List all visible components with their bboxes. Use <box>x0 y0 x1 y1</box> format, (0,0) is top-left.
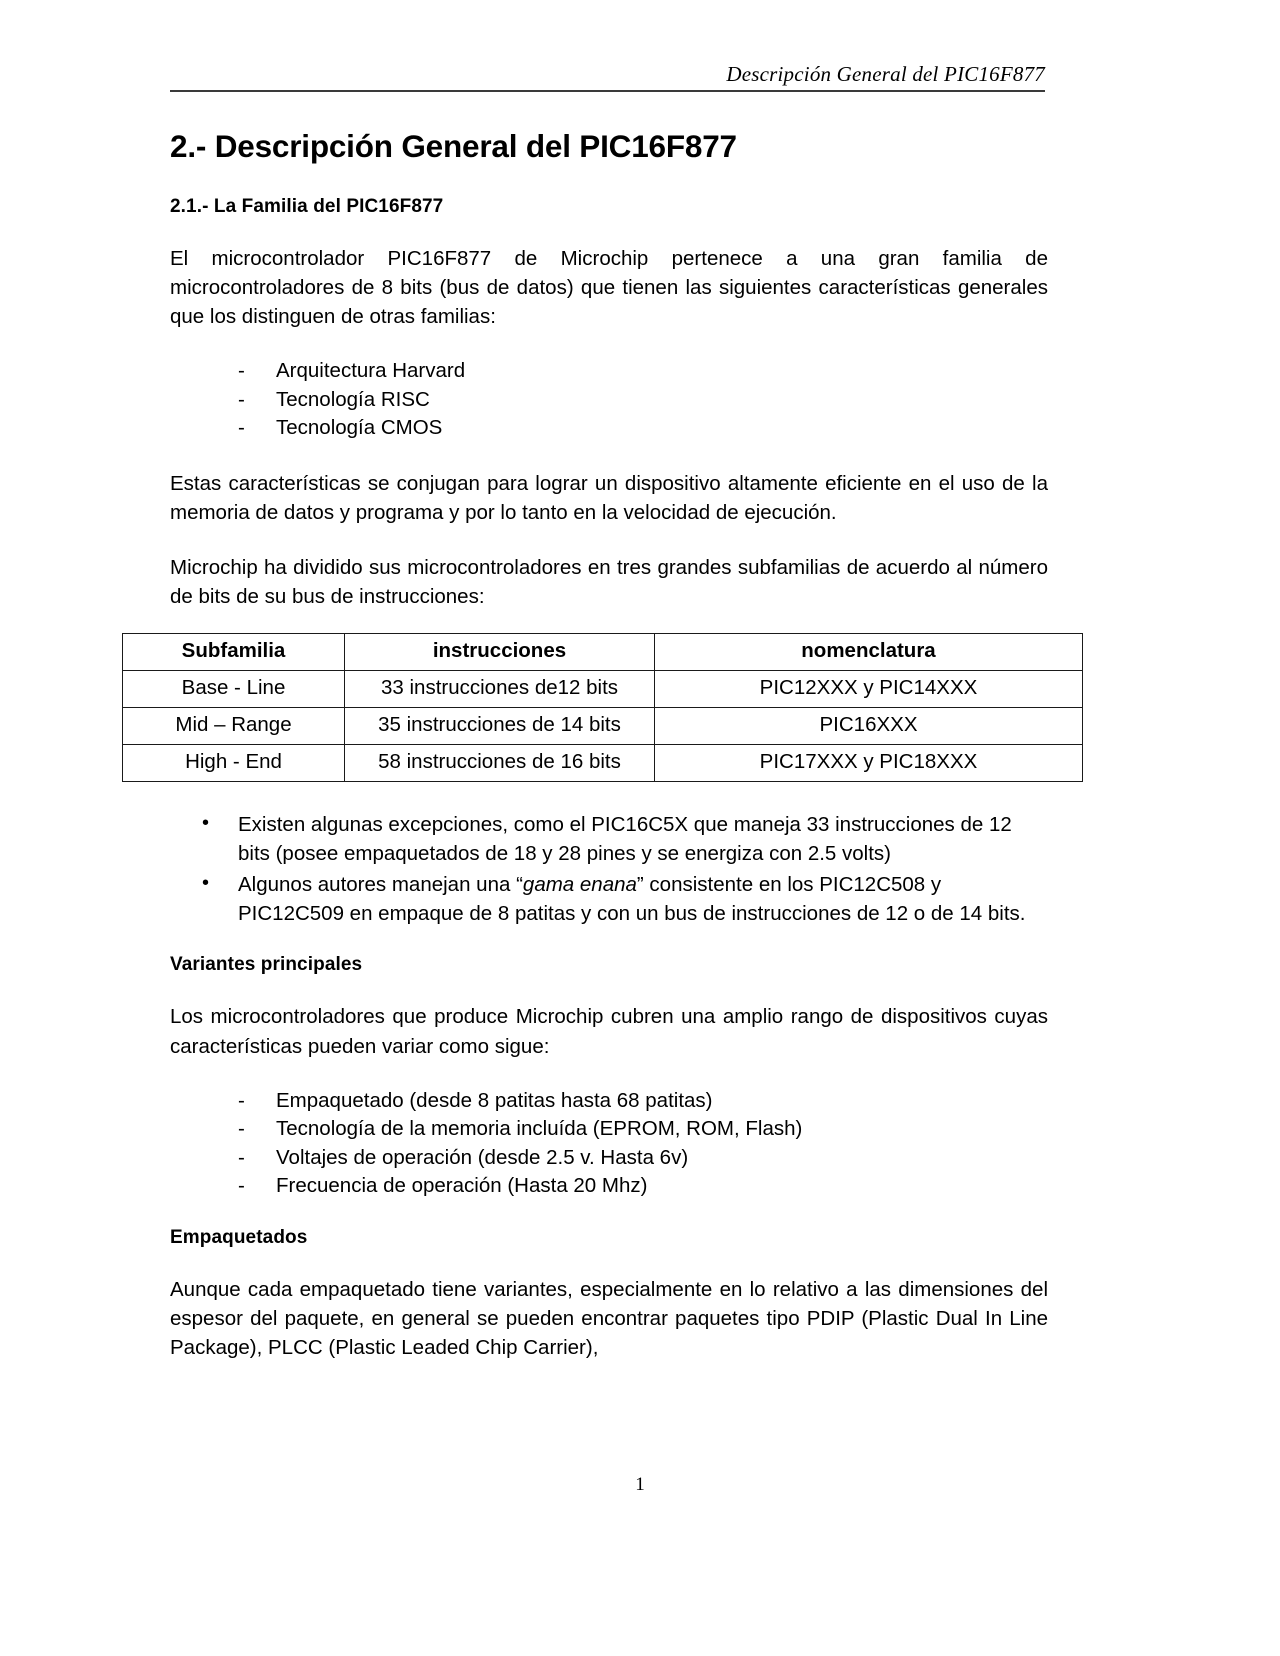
family-feature-list <box>170 357 1048 442</box>
intro-paragraph: El microcontrolador PIC16F877 de Microchip pertenece a una gran familia de microcontroladores de 8 bits (bus de datos) que tienen las siguientes características generales que los distinguen de otras familias: <box>170 246 1048 329</box>
list-item: - Empaquetado (desde 8 patitas hasta 68 patitas) <box>238 1087 1048 1115</box>
efficiency-paragraph: Estas características se conjugan para lograr un dispositivo altamente eficiente en el uso de la memoria de datos y programa y por lo tanto en la velocidad de ejecución. <box>170 471 1048 524</box>
section-heading-2-1: 2.1.- La Familia del PIC16F877 <box>170 195 444 217</box>
table-header-row <box>123 634 1083 671</box>
table-cell: Base - Line <box>123 671 345 708</box>
table-row <box>123 745 1083 782</box>
list-item: - Tecnología CMOS <box>238 414 1048 442</box>
variants-list <box>170 1087 1048 1201</box>
variants-heading: Variantes principales <box>170 954 363 976</box>
page-title: 2.- Descripción General del PIC16F877 <box>170 128 737 164</box>
list-item: - Arquitectura Harvard <box>238 357 1048 385</box>
table-cell: PIC16XXX <box>655 708 1083 745</box>
list-item-text-suffix: ” consistente en los PIC12C508 y PIC12C509 en empaque de 8 patitas y con un bus de instrucciones de 12 o de 14 bits. <box>238 873 1026 926</box>
table-header-cell: Subfamilia <box>123 634 345 671</box>
running-header-title: Descripción General del PIC16F877 <box>726 62 1045 86</box>
page-footer <box>0 1474 1280 1496</box>
table-cell: 58 instrucciones de 16 bits <box>345 745 655 782</box>
variants-paragraph: Los microcontroladores que produce Microchip cubren una amplio rango de dispositivos cuyas características pueden variar como sigue: <box>170 1005 1048 1058</box>
list-item: - Voltajes de operación (desde 2.5 v. Hasta 6v) <box>238 1144 1048 1172</box>
table-cell: Mid – Range <box>123 708 345 745</box>
subfamily-table <box>122 633 1083 782</box>
page-number: 1 <box>635 1474 645 1495</box>
table-row <box>123 671 1083 708</box>
subfamilies-paragraph: Microchip ha dividido sus microcontroladores en tres grandes subfamilias de acuerdo al número de bits de su bus de instrucciones: <box>170 555 1048 608</box>
table-header-cell: instrucciones <box>345 634 655 671</box>
list-item: - Frecuencia de operación (Hasta 20 Mhz) <box>238 1172 1048 1200</box>
packages-paragraph: Aunque cada empaquetado tiene variantes, especialmente en lo relativo a las dimensiones del espesor del paquete, en general se pueden encontrar paquetes tipo PDIP (Plastic Dual In Line Package), PLCC (Plastic Leaded Chip Carrier), <box>170 1277 1048 1359</box>
document-content <box>170 128 1048 1388</box>
table-cell: PIC17XXX y PIC18XXX <box>655 745 1083 782</box>
table-row <box>123 708 1083 745</box>
list-item-text: Existen algunas excepciones, como el PIC16C5X que maneja 33 instrucciones de 12 bits (posee empaquetados de 18 y 28 pines y se energiza con 2.5 volts) <box>238 813 1012 866</box>
table-cell: 33 instrucciones de12 bits <box>345 671 655 708</box>
list-item-text-emphasis: gama enana <box>522 873 637 897</box>
table-header-cell: nomenclatura <box>655 634 1083 671</box>
table-cell: PIC12XXX y PIC14XXX <box>655 671 1083 708</box>
list-item: - Tecnología de la memoria incluída (EPROM, ROM, Flash) <box>238 1115 1048 1143</box>
packages-heading: Empaquetados <box>170 1226 308 1248</box>
list-item: - Tecnología RISC <box>238 386 1048 414</box>
table-cell: 35 instrucciones de 14 bits <box>345 708 655 745</box>
list-item-text-prefix: Algunos autores manejan una “ <box>238 873 523 897</box>
table-cell: High - End <box>123 745 345 782</box>
list-item <box>180 870 1048 928</box>
running-header <box>170 62 1045 92</box>
exceptions-note-list <box>170 810 1048 928</box>
list-item <box>180 810 1048 868</box>
